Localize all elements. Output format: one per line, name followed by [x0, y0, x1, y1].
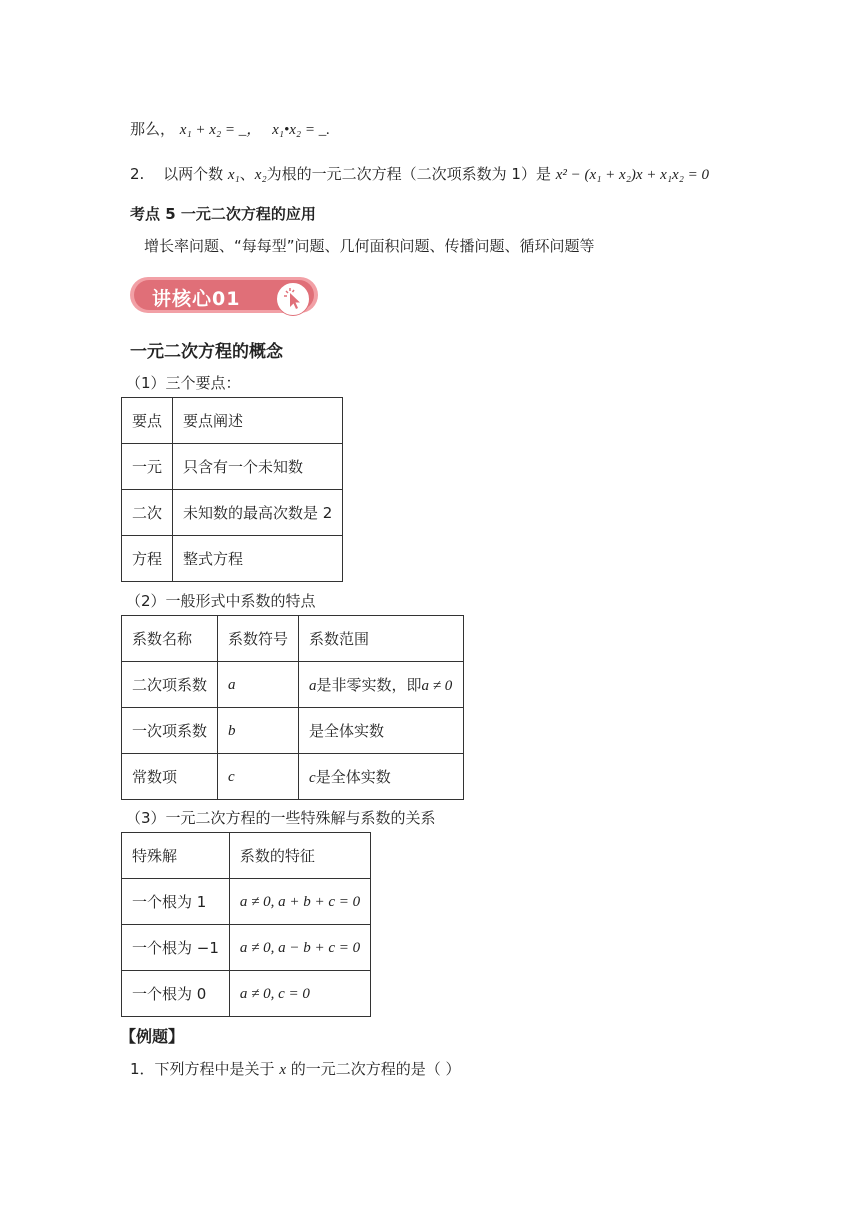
range-var-c: c — [309, 770, 316, 786]
sum-formula: x₁ + x₂ = _， — [179, 122, 262, 138]
table-cell: 要点 — [122, 398, 173, 444]
product-formula: x₁•x₂ = _. — [272, 122, 330, 138]
table-cell: 二次项系数 — [122, 662, 218, 708]
table-cell: 系数名称 — [122, 616, 218, 662]
table-cell: 一次项系数 — [122, 708, 218, 754]
table-cell: 方程 — [122, 536, 173, 582]
table-cell: 二次 — [122, 490, 173, 536]
item2-x1: x₁ — [227, 167, 240, 183]
table-row — [122, 398, 343, 444]
table-row — [122, 754, 464, 800]
table-cell: 一个根为 1 — [122, 879, 230, 925]
item2-number: 2. — [130, 165, 145, 183]
section5-content: 增长率问题、“每每型”问题、几何面积问题、传播问题、循环问题等 — [144, 237, 595, 255]
table-cell — [218, 754, 299, 800]
table-row — [122, 708, 464, 754]
table-cell — [229, 925, 370, 971]
table-row — [122, 444, 343, 490]
table-cell — [299, 754, 464, 800]
table-row — [122, 616, 464, 662]
range-var-a: a — [309, 678, 317, 694]
concept-title: 一元二次方程的概念 — [130, 342, 283, 362]
table-cell: 一元 — [122, 444, 173, 490]
table-cell: 要点阐述 — [173, 398, 343, 444]
table-row — [122, 662, 464, 708]
table-row — [122, 925, 371, 971]
range-text: 是全体实数 — [315, 768, 391, 786]
item2-text-a: 以两个数 — [163, 165, 224, 183]
item2-x2: x₂ — [254, 167, 267, 183]
symbol-b: b — [228, 723, 236, 739]
section5-title: 考点 5 一元二次方程的应用 — [130, 205, 316, 223]
range-math: a ≠ 0 — [421, 678, 453, 694]
sub-heading-3: （3）一元二次方程的一些特殊解与系数的关系 — [126, 809, 436, 827]
table-cell: 系数符号 — [218, 616, 299, 662]
condition: a ≠ 0, c = 0 — [239, 986, 310, 1002]
badge-label: 讲核心01 — [152, 288, 241, 310]
table-cell: 是全体实数 — [299, 708, 464, 754]
item-2 — [130, 163, 709, 184]
symbol-c: c — [228, 769, 235, 785]
table-cell: 一个根为 0 — [122, 971, 230, 1017]
table-cell: 一个根为 −1 — [122, 925, 230, 971]
key-points-table — [121, 397, 343, 582]
line1-prefix: 那么， — [130, 120, 176, 138]
condition: a ≠ 0, a + b + c = 0 — [239, 894, 361, 910]
table-row — [122, 490, 343, 536]
table-cell: 特殊解 — [122, 833, 230, 879]
range-text: 是非零实数，即 — [316, 676, 422, 694]
table-cell: 整式方程 — [173, 536, 343, 582]
question-tail: 的一元二次方程的是（ ） — [290, 1060, 461, 1078]
sub-heading-2: （2）一般形式中系数的特点 — [126, 592, 316, 610]
special-solution-table — [121, 832, 371, 1017]
table-cell: 常数项 — [122, 754, 218, 800]
table-cell: 只含有一个未知数 — [173, 444, 343, 490]
table-cell: 系数的特征 — [229, 833, 370, 879]
item2-formula: x² − (x₁ + x₂)x + x₁x₂ = 0 — [555, 167, 710, 183]
table-row — [122, 536, 343, 582]
table-cell — [218, 708, 299, 754]
table-cell — [218, 662, 299, 708]
question-var: x — [279, 1062, 286, 1078]
table-row — [122, 971, 371, 1017]
table-row — [122, 833, 371, 879]
item2-text-b: 为根的一元二次方程（二次项系数为 1）是 — [266, 165, 551, 183]
sub-heading-1: （1）三个要点： — [126, 374, 241, 392]
question-text: 1．下列方程中是关于 — [130, 1060, 275, 1078]
line-sum-product — [130, 118, 330, 139]
cursor-click-icon — [276, 282, 310, 316]
table-cell: 未知数的最高次数是 2 — [173, 490, 343, 536]
example-title: 【例题】 — [120, 1027, 185, 1046]
badge-inner — [134, 280, 314, 310]
item2-sep: 、 — [239, 165, 255, 183]
table-row — [122, 879, 371, 925]
table-cell — [229, 879, 370, 925]
coefficient-table — [121, 615, 464, 800]
condition: a ≠ 0, a − b + c = 0 — [239, 940, 361, 956]
example-question-1 — [130, 1058, 461, 1079]
table-cell: 系数范围 — [299, 616, 464, 662]
section-badge — [130, 277, 318, 313]
table-cell — [229, 971, 370, 1017]
symbol-a: a — [228, 677, 236, 693]
table-cell — [299, 662, 464, 708]
